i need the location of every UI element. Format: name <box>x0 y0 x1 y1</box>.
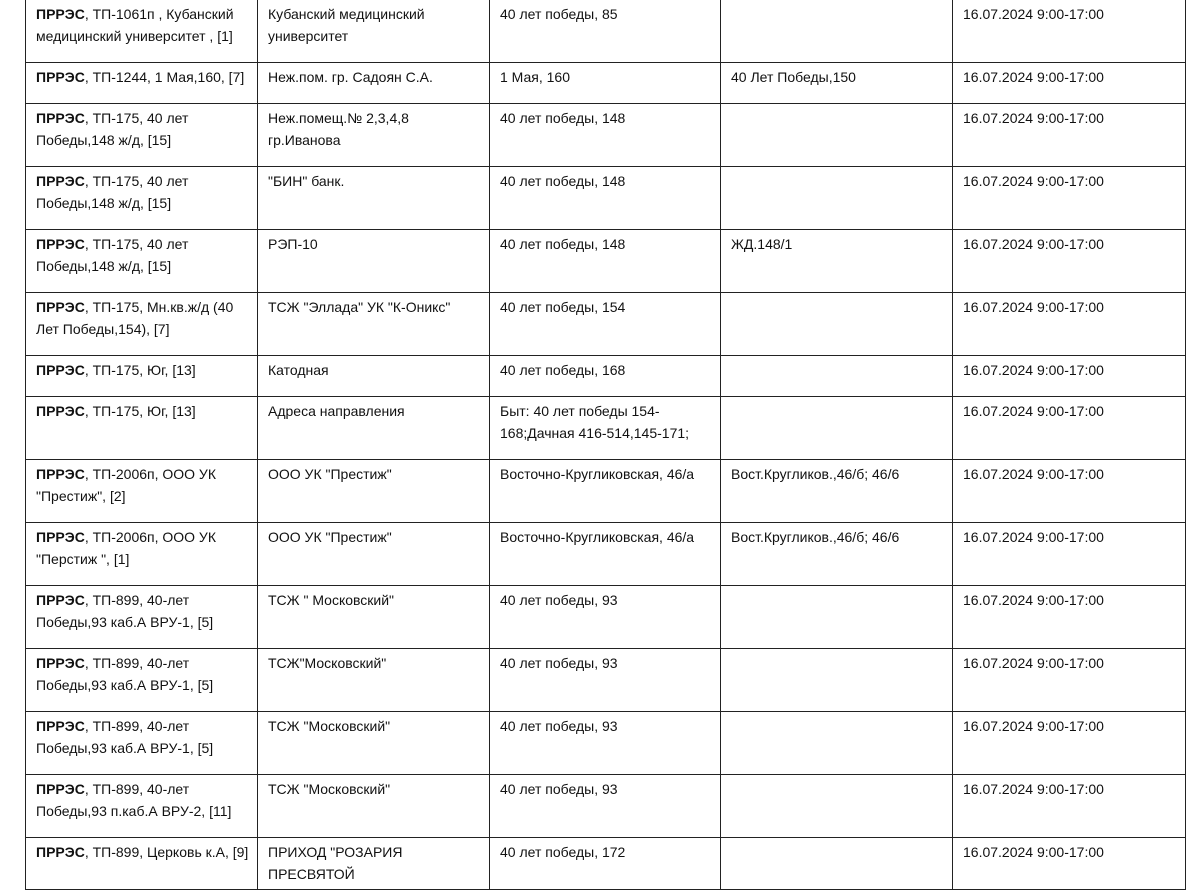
substation-text: , ТП-899, Церковь к.А, [9] <box>84 844 249 860</box>
extra-address-cell <box>721 0 953 63</box>
substation-cell <box>26 523 258 586</box>
consumer-cell: "БИН" банк. <box>258 167 490 230</box>
datetime-cell: 16.07.2024 9:00-17:00 <box>953 397 1186 460</box>
datetime-cell: 16.07.2024 9:00-17:00 <box>953 293 1186 356</box>
table-row <box>26 0 1186 63</box>
extra-address-cell: 40 Лет Победы,150 <box>721 63 953 104</box>
substation-text: , ТП-899, 40-лет Победы,93 п.каб.А ВРУ-2, [11] <box>36 781 232 819</box>
outage-table-body <box>26 0 1186 890</box>
table-row <box>26 293 1186 356</box>
substation-text: , ТП-1244, 1 Мая,160, [7] <box>84 69 245 85</box>
consumer-cell: РЭП-10 <box>258 230 490 293</box>
table-row <box>26 230 1186 293</box>
datetime-cell: 16.07.2024 9:00-17:00 <box>953 167 1186 230</box>
substation-cell <box>26 586 258 649</box>
extra-address-cell <box>721 293 953 356</box>
substation-text: , ТП-175, Мн.кв.ж/д (40 Лет Победы,154), [7] <box>36 299 234 337</box>
address-cell: 40 лет победы, 93 <box>490 712 721 775</box>
address-cell: Восточно-Кругликовская, 46/а <box>490 460 721 523</box>
datetime-cell: 16.07.2024 9:00-17:00 <box>953 104 1186 167</box>
substation-text: , ТП-175, 40 лет Победы,148 ж/д, [15] <box>36 236 189 274</box>
address-cell: 40 лет победы, 148 <box>490 104 721 167</box>
address-cell: 40 лет победы, 93 <box>490 586 721 649</box>
substation-cell <box>26 460 258 523</box>
org-name: ПРРЭС <box>36 362 85 378</box>
extra-address-cell <box>721 104 953 167</box>
org-name: ПРРЭС <box>36 529 85 545</box>
extra-address-cell: Вост.Кругликов.,46/б; 46/6 <box>721 460 953 523</box>
substation-text: , ТП-175, Юг, [13] <box>84 362 196 378</box>
extra-address-cell <box>721 356 953 397</box>
table-row <box>26 104 1186 167</box>
extra-address-cell <box>721 167 953 230</box>
substation-cell <box>26 0 258 63</box>
substation-text: , ТП-2006п, ООО УК "Перстиж ", [1] <box>36 529 216 567</box>
substation-cell <box>26 167 258 230</box>
datetime-cell: 16.07.2024 9:00-17:00 <box>953 838 1186 890</box>
consumer-cell: ТСЖ "Московский" <box>258 712 490 775</box>
datetime-cell: 16.07.2024 9:00-17:00 <box>953 523 1186 586</box>
address-cell: 40 лет победы, 148 <box>490 167 721 230</box>
substation-cell <box>26 712 258 775</box>
substation-cell <box>26 230 258 293</box>
org-name: ПРРЭС <box>36 299 85 315</box>
address-cell: 40 лет победы, 148 <box>490 230 721 293</box>
consumer-cell: ТСЖ "Московский" <box>258 775 490 838</box>
table-row <box>26 460 1186 523</box>
consumer-cell: Неж.помещ.№ 2,3,4,8 гр.Иванова <box>258 104 490 167</box>
datetime-cell: 16.07.2024 9:00-17:00 <box>953 712 1186 775</box>
extra-address-cell <box>721 838 953 890</box>
substation-cell <box>26 775 258 838</box>
table-row <box>26 649 1186 712</box>
address-cell: 40 лет победы, 168 <box>490 356 721 397</box>
address-cell: 40 лет победы, 154 <box>490 293 721 356</box>
extra-address-cell <box>721 397 953 460</box>
table-row <box>26 63 1186 104</box>
substation-text: , ТП-1061п , Кубанский медицинский университет , [1] <box>36 6 234 44</box>
consumer-cell: Адреса направления <box>258 397 490 460</box>
extra-address-cell <box>721 775 953 838</box>
outage-table <box>25 0 1186 890</box>
substation-cell <box>26 356 258 397</box>
address-cell: 40 лет победы, 85 <box>490 0 721 63</box>
org-name: ПРРЭС <box>36 110 85 126</box>
consumer-cell: ТСЖ "Эллада" УК "К-Оникс" <box>258 293 490 356</box>
substation-cell <box>26 293 258 356</box>
datetime-cell: 16.07.2024 9:00-17:00 <box>953 586 1186 649</box>
substation-text: , ТП-899, 40-лет Победы,93 каб.А ВРУ-1, [5] <box>36 718 214 756</box>
substation-text: , ТП-899, 40-лет Победы,93 каб.А ВРУ-1, [5] <box>36 592 214 630</box>
table-row <box>26 356 1186 397</box>
consumer-cell: Кубанский медицинский университет <box>258 0 490 63</box>
datetime-cell: 16.07.2024 9:00-17:00 <box>953 0 1186 63</box>
datetime-cell: 16.07.2024 9:00-17:00 <box>953 356 1186 397</box>
consumer-cell: Катодная <box>258 356 490 397</box>
datetime-cell: 16.07.2024 9:00-17:00 <box>953 775 1186 838</box>
substation-cell <box>26 63 258 104</box>
substation-cell <box>26 649 258 712</box>
org-name: ПРРЭС <box>36 403 85 419</box>
table-row <box>26 712 1186 775</box>
datetime-cell: 16.07.2024 9:00-17:00 <box>953 460 1186 523</box>
consumer-cell: Неж.пом. гр. Садоян С.А. <box>258 63 490 104</box>
datetime-cell: 16.07.2024 9:00-17:00 <box>953 230 1186 293</box>
org-name: ПРРЭС <box>36 466 85 482</box>
org-name: ПРРЭС <box>36 236 85 252</box>
address-cell: 40 лет победы, 93 <box>490 649 721 712</box>
consumer-cell: ПРИХОД "РОЗАРИЯ ПРЕСВЯТОЙ <box>258 838 490 890</box>
table-row <box>26 523 1186 586</box>
consumer-cell: ТСЖ"Московский" <box>258 649 490 712</box>
table-row <box>26 586 1186 649</box>
datetime-cell: 16.07.2024 9:00-17:00 <box>953 649 1186 712</box>
consumer-cell: ООО УК "Престиж" <box>258 460 490 523</box>
consumer-cell: ООО УК "Престиж" <box>258 523 490 586</box>
address-cell: Быт: 40 лет победы 154-168;Дачная 416-514,145-171; <box>490 397 721 460</box>
substation-cell <box>26 104 258 167</box>
substation-cell <box>26 397 258 460</box>
table-row <box>26 838 1186 890</box>
extra-address-cell: ЖД.148/1 <box>721 230 953 293</box>
table-row <box>26 167 1186 230</box>
substation-text: , ТП-175, Юг, [13] <box>84 403 196 419</box>
substation-text: , ТП-899, 40-лет Победы,93 каб.А ВРУ-1, [5] <box>36 655 214 693</box>
address-cell: 40 лет победы, 172 <box>490 838 721 890</box>
org-name: ПРРЭС <box>36 6 85 22</box>
substation-text: , ТП-175, 40 лет Победы,148 ж/д, [15] <box>36 110 189 148</box>
address-cell: 40 лет победы, 93 <box>490 775 721 838</box>
substation-cell <box>26 838 258 890</box>
table-row <box>26 397 1186 460</box>
address-cell: 1 Мая, 160 <box>490 63 721 104</box>
extra-address-cell <box>721 649 953 712</box>
address-cell: Восточно-Кругликовская, 46/а <box>490 523 721 586</box>
extra-address-cell <box>721 712 953 775</box>
consumer-cell: ТСЖ " Московский" <box>258 586 490 649</box>
substation-text: , ТП-175, 40 лет Победы,148 ж/д, [15] <box>36 173 189 211</box>
substation-text: , ТП-2006п, ООО УК "Престиж", [2] <box>36 466 216 504</box>
org-name: ПРРЭС <box>36 69 85 85</box>
org-name: ПРРЭС <box>36 592 85 608</box>
org-name: ПРРЭС <box>36 781 85 797</box>
org-name: ПРРЭС <box>36 173 85 189</box>
datetime-cell: 16.07.2024 9:00-17:00 <box>953 63 1186 104</box>
extra-address-cell <box>721 586 953 649</box>
org-name: ПРРЭС <box>36 844 85 860</box>
table-row <box>26 775 1186 838</box>
org-name: ПРРЭС <box>36 718 85 734</box>
extra-address-cell: Вост.Кругликов.,46/б; 46/6 <box>721 523 953 586</box>
org-name: ПРРЭС <box>36 655 85 671</box>
